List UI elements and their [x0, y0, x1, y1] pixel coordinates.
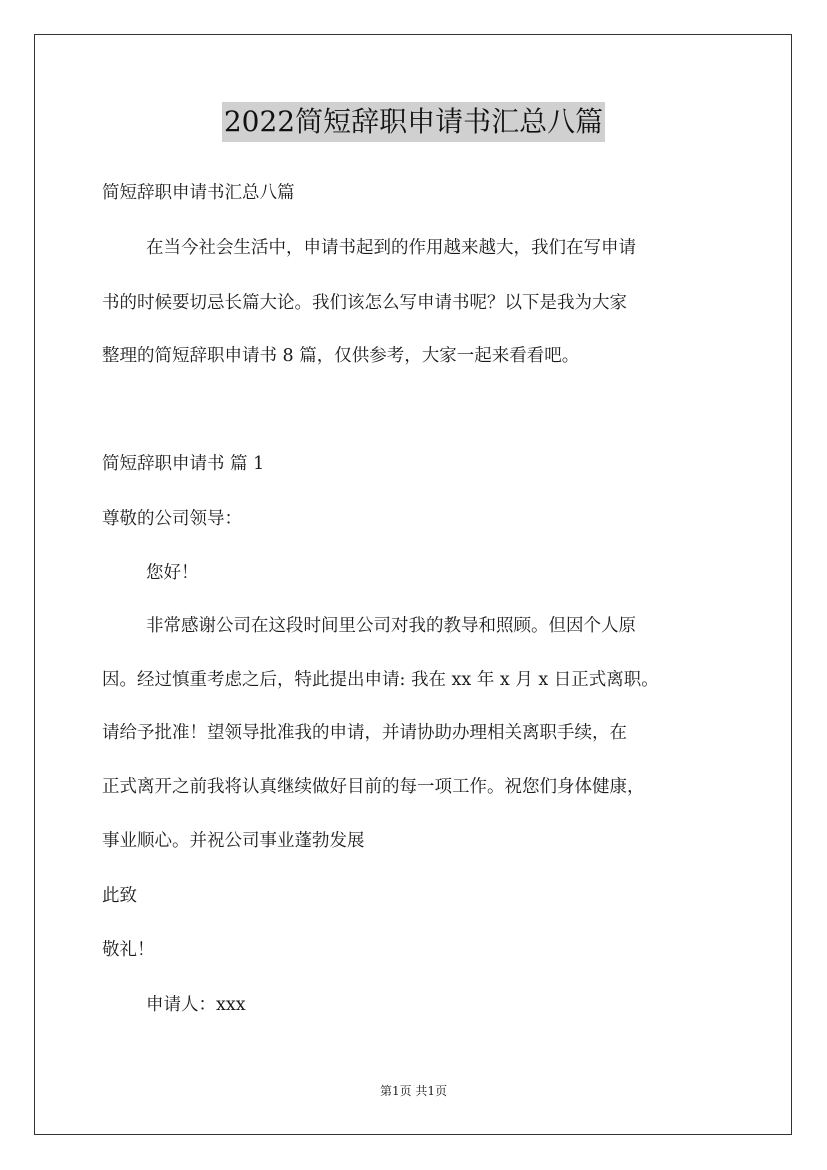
document-title: 2022简短辞职申请书汇总八篇 [222, 102, 605, 142]
body-line-3: 请给予批准！望领导批准我的申请，并请协助办理相关离职手续，在 [102, 723, 627, 743]
closing-jingli: 敬礼！ [102, 940, 155, 960]
greeting: 您好！ [146, 563, 199, 583]
closing-cizhi: 此致 [102, 886, 137, 906]
intro-line-1: 在当今社会生活中，申请书起到的作用越来越大，我们在写申请 [146, 238, 636, 258]
body-line-5: 事业顺心。并祝公司事业蓬勃发展 [102, 831, 365, 851]
salutation: 尊敬的公司领导： [102, 509, 242, 529]
intro-line-2: 书的时候要切忌长篇大论。我们该怎么写申请书呢？以下是我为大家 [102, 293, 627, 313]
body-line-4: 正式离开之前我将认真继续做好目前的每一项工作。祝您们身体健康， [102, 777, 645, 797]
intro-line-3: 整理的简短辞职申请书 8 篇，仅供参考，大家一起来看看吧。 [102, 346, 580, 366]
body-line-2: 因。经过慎重考虑之后，特此提出申请: 我在 xx 年 x 月 x 日正式离职。 [102, 670, 659, 690]
document-subtitle: 简短辞职申请书汇总八篇 [102, 183, 295, 203]
title-container [0, 102, 827, 142]
section-heading: 简短辞职申请书 篇 1 [102, 454, 265, 474]
signature-line: 申请人：xxx [146, 995, 246, 1015]
page-footer: 第1页 共1页 [379, 1084, 448, 1098]
body-line-1: 非常感谢公司在这段时间里公司对我的教导和照顾。但因个人原 [146, 616, 636, 636]
